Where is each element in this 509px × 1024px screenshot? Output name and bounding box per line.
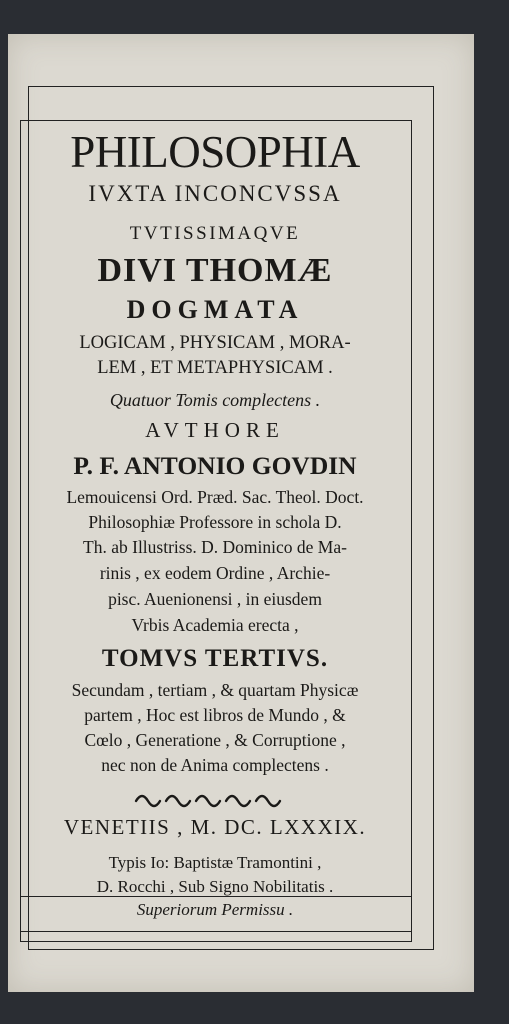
contents-line-3: Cœlo , Generatione , & Corruptione ,: [84, 730, 346, 750]
main-title: PHILOSOPHIA: [70, 127, 360, 177]
printer-line-2: D. Rocchi , Sub Signo Nobilitatis .: [96, 877, 334, 896]
contents-line-1: Secundam , tertiam , & quartam Physicæ: [71, 680, 359, 700]
author-bio-line-3: Th. ab Illustriss. D. Dominico de Ma-: [83, 537, 347, 557]
contents-line-4: nec non de Anima complectens .: [101, 755, 329, 775]
ornament-divider-icon: [128, 789, 308, 809]
book-page: [8, 34, 474, 992]
subtitle-line-1: IVXTA INCONCVSSA: [88, 181, 342, 206]
subtitle-line-4: DOGMATA: [126, 295, 304, 324]
author-bio-line-2: Philosophiæ Professore in schola D.: [88, 512, 342, 532]
author-label: AVTHORE: [145, 418, 285, 442]
subtitle-line-2: TVTISSIMAQVE: [129, 223, 301, 244]
subjects-line-2: LEM , ET METAPHYSICAM .: [97, 358, 333, 378]
author-bio-line-4: rinis , ex eodem Ordine , Archie-: [99, 563, 331, 583]
divider-rule-top: [21, 896, 411, 897]
volume-title: TOMVS TERTIVS.: [101, 645, 329, 672]
author-name: P. F. ANTONIO GOVDIN: [73, 451, 357, 480]
permission-line: Superiorum Permissu .: [136, 900, 294, 919]
subtitle-line-3: DIVI THOMÆ: [97, 252, 333, 289]
author-bio-line-6: Vrbis Academia erecta ,: [131, 615, 299, 635]
divider-rule-bottom: [21, 931, 411, 932]
author-bio-line-1: Lemouicensi Ord. Præd. Sac. Theol. Doct.: [66, 487, 364, 507]
author-bio-line-5: pisc. Auenionensi , in eiusdem: [108, 589, 322, 609]
subjects-line-1: LOGICAM , PHYSICAM , MORA-: [79, 333, 351, 353]
imprint-place-date: VENETIIS , M. DC. LXXXIX.: [63, 815, 367, 839]
contents-line-2: partem , Hoc est libros de Mundo , &: [84, 705, 346, 725]
printer-line-1: Typis Io: Baptistæ Tramontini ,: [108, 853, 322, 872]
volumes-note: Quatuor Tomis complectens .: [109, 390, 321, 410]
